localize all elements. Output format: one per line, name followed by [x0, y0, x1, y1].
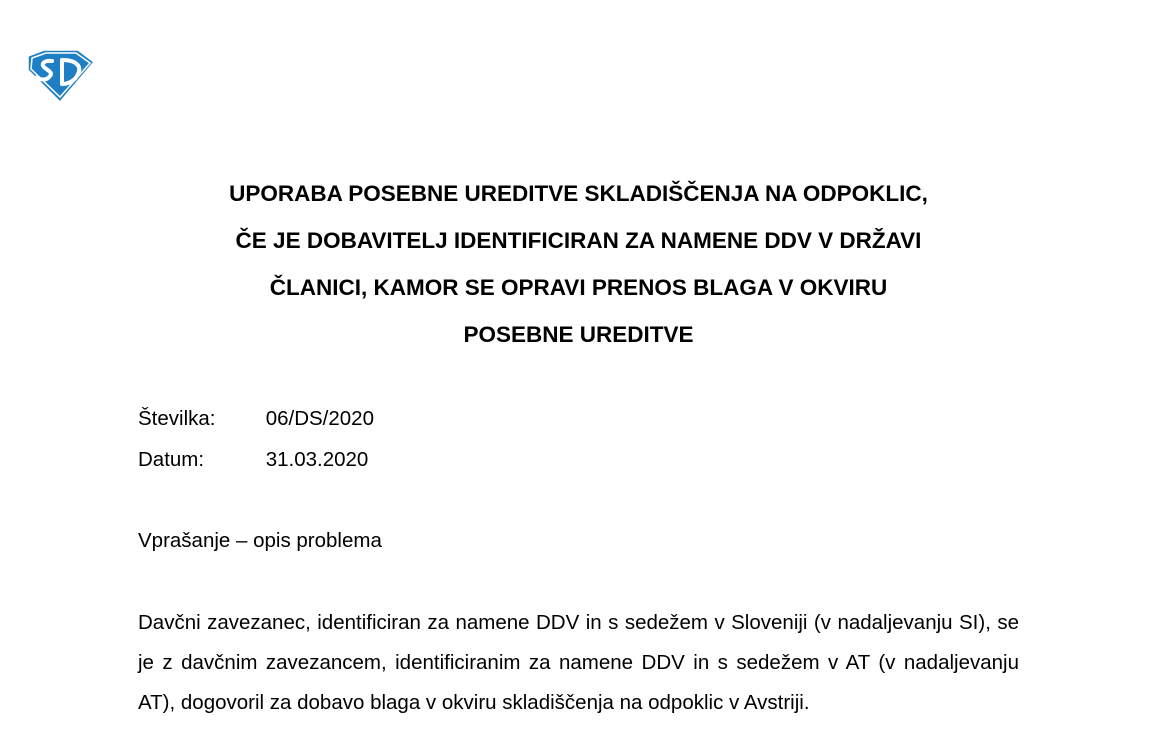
company-logo-icon: [22, 48, 96, 104]
title-line: ČE JE DOBAVITELJ IDENTIFICIRAN ZA NAMENE DDV V DRŽAVI: [235, 228, 922, 253]
number-value: 06/DS/2020: [265, 407, 374, 430]
number-row: [138, 403, 374, 444]
document-title: [138, 176, 1019, 364]
title-line: POSEBNE UREDITVE: [463, 322, 694, 347]
document-metadata: [138, 403, 374, 485]
body-paragraph: Davčni zavezanec, identificiran za namene DDV in s sedežem v Sloveniji (v nadaljevanju SI), se je z davčnim zavezancem, identificiranim za namene DDV in s sedežem v AT (v nadaljevanju AT), dogovoril za dobavo blaga v okviru skladiščenja na odpoklic v Avstriji.: [138, 611, 1019, 714]
title-line: UPORABA POSEBNE UREDITVE SKLADIŠČENJA NA ODPOKLIC,: [229, 181, 928, 206]
number-label: Številka:: [138, 407, 216, 430]
title-line: ČLANICI, KAMOR SE OPRAVI PRENOS BLAGA V OKVIRU: [269, 275, 888, 300]
date-row: [138, 444, 374, 485]
section-heading: Vprašanje – opis problema: [138, 529, 382, 552]
date-label: Datum:: [138, 448, 205, 471]
date-value: 31.03.2020: [265, 448, 369, 471]
